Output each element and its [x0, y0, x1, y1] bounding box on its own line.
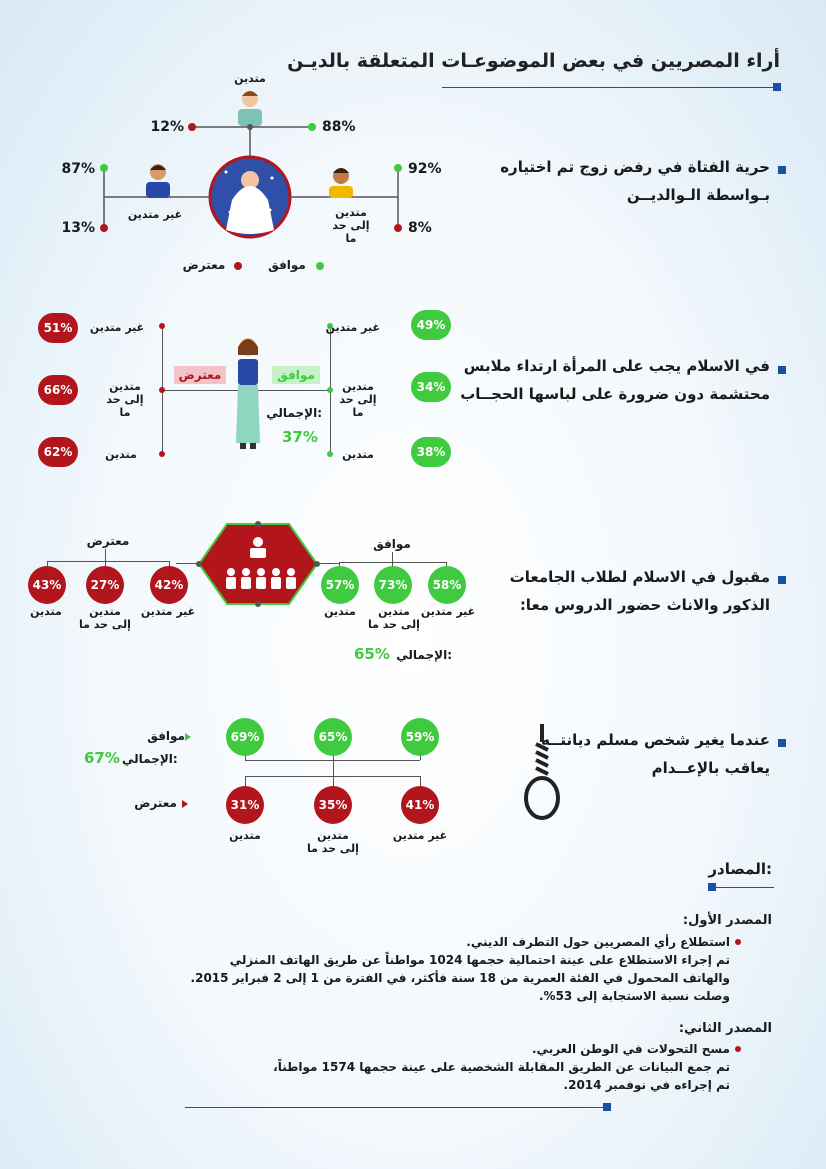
- q4-disagree-circle-1: 35%: [314, 786, 352, 824]
- q2-total-label: الإجمالي:: [266, 406, 322, 420]
- sources-underline: [712, 887, 774, 888]
- title-underline-end: [773, 83, 781, 91]
- source2-line: تم جمع البيانات عن الطريق المقابلة الشخصية على عينة حجمها 1574 مواطناً،: [273, 1060, 730, 1074]
- students-hexagon-icon: [195, 518, 321, 610]
- q2-total-value: 37%: [282, 428, 318, 446]
- node-dot: [327, 451, 333, 457]
- footer-line-end: [603, 1103, 611, 1111]
- legend-disagree: معترض: [182, 258, 226, 272]
- q2-agree-label-1: متدين إلى حد ما: [339, 380, 377, 419]
- q4-agree-label: موافق: [147, 729, 185, 743]
- q4-total-value: 67%: [84, 749, 120, 767]
- q1-label-religious: متدين: [234, 72, 266, 85]
- q2-disagree-tag: معترض: [174, 366, 226, 384]
- q4-label-0: غير متدين: [392, 829, 448, 842]
- q2-agree-bubble-1: 34%: [411, 372, 451, 402]
- q4-label-2: متدين: [229, 829, 261, 842]
- q3-agree-circle-1: 73%: [374, 566, 412, 604]
- q2-agree-label-2: متدين: [342, 448, 374, 461]
- woman-icon: [230, 335, 266, 455]
- q3-disagree-circle-1: 27%: [86, 566, 124, 604]
- q4-disagree-arrow: [182, 800, 188, 808]
- bullet-square: [778, 166, 786, 174]
- q3-disagree-heading: معترض: [86, 534, 130, 548]
- source2-line: مسح التحولات في الوطن العربي.: [532, 1042, 730, 1056]
- q2-text-line1: في الاسلام يجب على المرأة ارتداء ملابس: [463, 357, 770, 375]
- source1-bullet: [735, 939, 741, 945]
- q2-text-line2: محتشمة دون ضرورة على لباسها الحجــاب: [460, 385, 770, 403]
- q4-agree-circle-2: 69%: [226, 718, 264, 756]
- q3-agree-label-1: متدين إلى حد ما: [368, 605, 420, 631]
- q2-disagree-bubble-1: 66%: [38, 375, 78, 405]
- q4-agree-circle-1: 65%: [314, 718, 352, 756]
- q1-label-non: غير متدين: [127, 208, 183, 221]
- source2-line: تم إجراءه في نوفمبر 2014.: [563, 1078, 730, 1092]
- sources-heading: المصادر:: [708, 860, 772, 878]
- q4-text-line1: عندما يغير شخص مسلم ديانتــه: [541, 731, 770, 749]
- q4-total-label: الإجمالي:: [122, 752, 178, 766]
- q1-religious-agree: 88%: [322, 119, 356, 135]
- node-dot: [159, 323, 165, 329]
- q2-disagree-label-0: غير متدين: [89, 321, 145, 334]
- bullet-square: [778, 739, 786, 747]
- q3-total-label: الإجمالي:: [396, 648, 452, 662]
- q3-agree-label-0: غير متدين: [420, 605, 476, 618]
- q3-text-line1: مقبول في الاسلام لطلاب الجامعات: [509, 568, 770, 586]
- noose-icon: [520, 722, 564, 822]
- q4-disagree-circle-2: 31%: [226, 786, 264, 824]
- source1-line: تم إجراء الاستطلاع على عينة احتمالية حجمها 1024 مواطناً عن طريق الهاتف المنزلي: [229, 953, 730, 967]
- q3-agree-circle-2: 57%: [321, 566, 359, 604]
- q4-text-line2: يعاقب بالإعــدام: [651, 759, 770, 777]
- node-dot: [159, 387, 165, 393]
- source1-title: المصدر الأول:: [682, 913, 772, 928]
- q3-disagree-label-0: غير متدين: [140, 605, 196, 618]
- q1-somewhat-disagree: 8%: [408, 220, 432, 236]
- q3-text-line2: الذكور والاناث حضور الدروس معا:: [519, 596, 770, 614]
- footer-line: [185, 1107, 605, 1108]
- q2-disagree-label-1: متدين إلى حد ما: [106, 380, 144, 419]
- q4-agree-arrow: [185, 733, 191, 741]
- q1-somewhat-agree: 92%: [408, 161, 442, 177]
- q2-disagree-bubble-0: 51%: [38, 313, 78, 343]
- node-dot: [159, 451, 165, 457]
- q2-agree-label-0: غير متدين: [325, 321, 380, 334]
- q4-tick: [333, 760, 334, 776]
- q3-agree-stem: [392, 552, 393, 562]
- q3-agree-label-2: متدين: [324, 605, 356, 618]
- q2-agree-bubble-2: 38%: [411, 437, 451, 467]
- q1-label-somewhat: متدين إلى حد ما: [332, 206, 370, 245]
- q3-connector: [318, 563, 340, 564]
- q3-disagree-label-1: متدين إلى حد ما: [79, 605, 131, 631]
- title-underline: [442, 87, 777, 88]
- q3-disagree-hline: [47, 561, 169, 562]
- q3-agree-circle-0: 58%: [428, 566, 466, 604]
- legend-agree-dot: [316, 262, 324, 270]
- q3-disagree-label-2: متدين: [30, 605, 62, 618]
- q2-disagree-label-2: متدين: [105, 448, 137, 461]
- bullet-square: [778, 366, 786, 374]
- source1-line: والهاتف المحمول في الفئة العمرية من 18 سنة فأكثر، في الفترة من 1 إلى 2 فبراير 2015.: [190, 971, 730, 985]
- legend-disagree-dot: [234, 262, 242, 270]
- q1-non-agree: 87%: [61, 161, 95, 177]
- q1-non-disagree: 13%: [61, 220, 95, 236]
- q1-text-line2: بـواسطة الـوالديــن: [626, 186, 770, 204]
- q4-label-1: متدين إلى حد ما: [307, 829, 359, 855]
- legend-agree: موافق: [268, 258, 306, 272]
- sources-underline-end: [708, 883, 716, 891]
- source1-line: استطلاع رأي المصريين حول التطرف الديني.: [466, 935, 730, 949]
- q3-disagree-circle-2: 43%: [28, 566, 66, 604]
- source2-title: المصدر الثاني:: [678, 1021, 772, 1036]
- page-title: أراء المصريين في بعض الموضوعـات المتعلقة بالديـن: [287, 50, 780, 72]
- q3-agree-heading: موافق: [373, 537, 411, 551]
- q2-agree-bubble-0: 49%: [411, 310, 451, 340]
- bullet-square: [778, 576, 786, 584]
- q3-disagree-circle-0: 42%: [150, 566, 188, 604]
- source1-line: وصلت نسبة الاستجابة إلى 53%.: [538, 989, 730, 1003]
- q4-disagree-label: معترض: [134, 796, 177, 810]
- q3-disagree-stem: [105, 549, 106, 561]
- q1-text-line1: حرية الفتاة في رفض زوج تم اختياره: [500, 158, 770, 176]
- q2-disagree-bubble-2: 62%: [38, 437, 78, 467]
- q1-religious-disagree: 12%: [150, 119, 184, 135]
- node-dot: [327, 387, 333, 393]
- q3-total-value: 65%: [354, 645, 390, 663]
- q2-agree-tag: موافق: [272, 366, 320, 384]
- q4-disagree-circle-0: 41%: [401, 786, 439, 824]
- source2-bullet: [735, 1046, 741, 1052]
- q3-connector: [176, 563, 198, 564]
- q4-agree-circle-0: 59%: [401, 718, 439, 756]
